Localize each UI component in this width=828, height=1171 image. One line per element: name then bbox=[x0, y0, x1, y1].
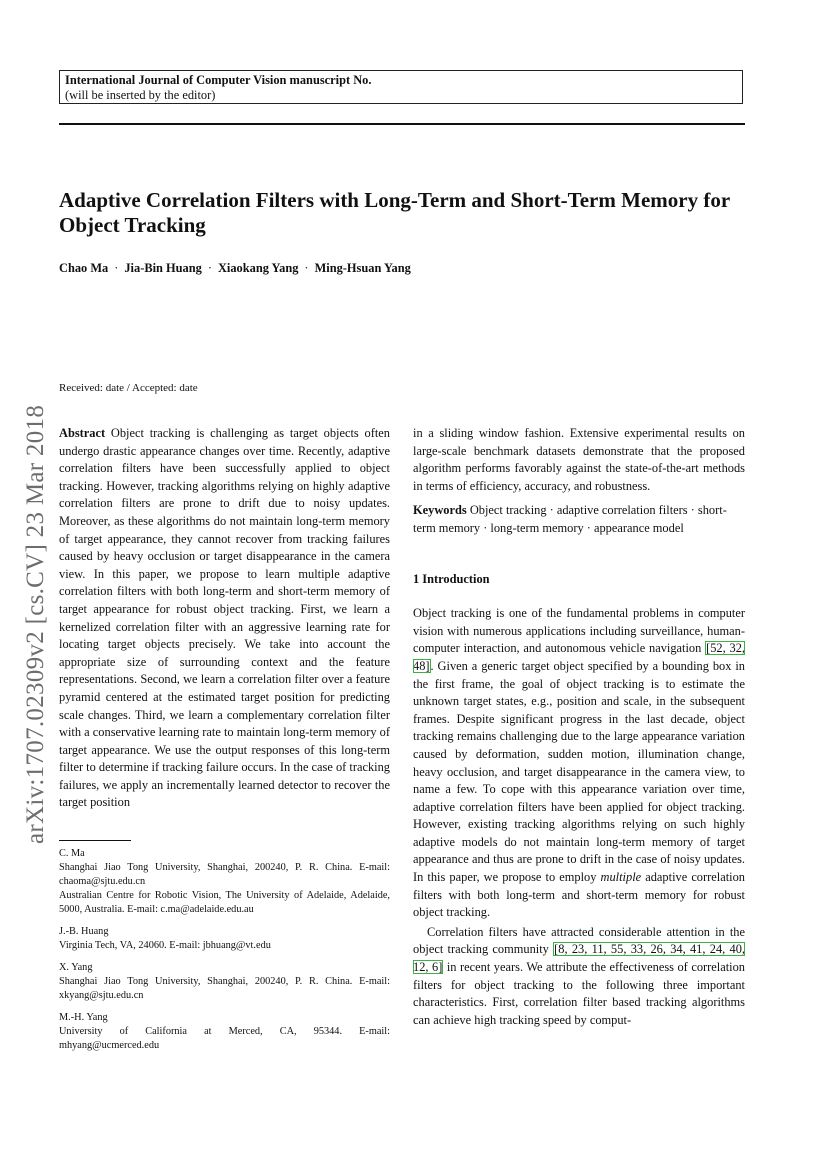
author-name: Ming-Hsuan Yang bbox=[314, 261, 411, 275]
author-name: Jia-Bin Huang bbox=[124, 261, 202, 275]
author-name: Xiaokang Yang bbox=[217, 261, 299, 275]
abstract-text: Object tracking is challenging as target objects often undergo drastic appearance changes over time. Recently, adaptive correlation filters have been successfully applied to object tracking. However, tracking algorithms relying on highly adaptive correlation filters are prone to drift due to noisy updates. Moreover, as these algorithms do not maintain long-term memory of target appearance, they cannot recover from tracking failures caused by heavy occlusion or target disappearance in the camera view. In this paper, we propose to learn multiple adaptive correlation filters with both long-term and short-term memory of target appearance for robust object tracking. First, we learn a kernelized correlation filter with an aggressive learning rate for locating target objects precisely. We take into account the appropriate size of surrounding context and the feature representations. Second, we learn a correlation filter over a feature pyramid centered at the estimated target position for predicting scale changes. Third, we learn a complementary correlation filter with a conservative learning rate to maintain long-term memory of target appearance. We use the output responses of this long-term filter to determine if tracking failure occurs. In the case of tracking failures, we apply an incrementally learned detector to recover the target position bbox=[59, 426, 390, 810]
intro-paragraph-2 bbox=[413, 924, 745, 1030]
author-list bbox=[59, 261, 749, 276]
affiliation-block bbox=[59, 925, 390, 953]
intro-text: Object tracking is one of the fundamental problems in computer vision with numerous applications including surveillance, human-computer interaction, and autonomous vehicle navigation bbox=[413, 606, 745, 656]
abstract-label: Abstract bbox=[59, 426, 106, 440]
footnote-rule bbox=[59, 840, 131, 841]
journal-name: International Journal of Computer Vision manuscript No. bbox=[65, 73, 372, 87]
citation-link[interactable]: [8, 23, 11, 55, 33, 26, 34, 41, 24, 40, 12, 6] bbox=[413, 942, 746, 975]
keywords-label: Keywords bbox=[413, 503, 467, 518]
keywords-text: Object tracking · adaptive correlation filters · short-term memory · long-term memory · appearance model bbox=[413, 503, 727, 535]
affiliation-address: University of California at Merced, CA, 95344. E-mail: mhyang@ucmerced.edu bbox=[59, 1026, 390, 1051]
abstract-continuation: in a sliding window fashion. Extensive experimental results on large-scale benchmark datasets demonstrate that the proposed algorithm performs favorably against the state-of-the-art methods in terms of efficiency, accuracy, and robustness. bbox=[413, 426, 745, 493]
right-column bbox=[413, 425, 745, 1029]
intro-text: in recent years. We attribute the effectiveness of correlation filters for object tracking to the following three important characteristics. First, correlation filter based tracking algorithms can achieve high tracking speed by comput- bbox=[413, 960, 745, 1027]
affiliation-block bbox=[59, 961, 390, 1003]
header-rule bbox=[59, 123, 745, 125]
affiliation-address: Shanghai Jiao Tong University, Shanghai, 200240, P. R. China. E-mail: chaoma@sjtu.edu.cn bbox=[59, 862, 390, 887]
paper-title: Adaptive Correlation Filters with Long-Term and Short-Term Memory for Object Tracking bbox=[59, 188, 730, 237]
affiliations bbox=[59, 847, 390, 1061]
abstract bbox=[59, 425, 390, 812]
journal-header-box bbox=[59, 70, 743, 104]
citation-link[interactable]: [52, 32, 48] bbox=[413, 641, 745, 673]
affiliation-block bbox=[59, 1011, 390, 1053]
affiliation-block bbox=[59, 847, 390, 889]
author-name: Chao Ma bbox=[59, 261, 109, 275]
affiliation-address: Shanghai Jiao Tong University, Shanghai, 200240, P. R. China. E-mail: xkyang@sjtu.edu.cn bbox=[59, 976, 390, 1001]
keywords bbox=[413, 502, 745, 537]
intro-paragraph-1 bbox=[413, 605, 745, 922]
affiliation-name: C. Ma bbox=[59, 848, 85, 859]
author-separator: · bbox=[207, 261, 212, 275]
intro-text: adaptive correlation filters with both long-term and short-term memory for robust object tracking. bbox=[413, 870, 745, 920]
left-column bbox=[59, 425, 390, 812]
affiliation-address: Australian Centre for Robotic Vision, The University of Adelaide, Adelaide, 5000, Australia. E-mail: c.ma@adelaide.edu.au bbox=[59, 890, 390, 915]
affiliation-name: X. Yang bbox=[59, 962, 93, 973]
journal-editor-note: (will be inserted by the editor) bbox=[65, 88, 216, 102]
author-separator: · bbox=[304, 261, 309, 275]
affiliation-block bbox=[59, 889, 390, 917]
intro-text: . Given a generic target object specified by a bounding box in the first frame, the goal of object tracking is to estimate the unknown target states, e.g., position and scale, in the subsequent frames. Despite significant progress in the last decade, object tracking remains challenging due to the large appearance variation caused by deformation, sudden motion, illumination change, heavy occlusion, and target disappearance in the camera view, to name a few. To cope with this appearance variation over time, adaptive correlation filters have been applied for object tracking. However, existing tracking algorithms relying on such highly adaptive models do not maintain long-term memory of target appearance and thus are prone to drift in the case of noisy updates. In this paper, we propose to employ bbox=[413, 658, 745, 885]
intro-text: Correlation filters have attracted considerable attention in the object tracking community bbox=[413, 924, 745, 957]
section-heading: 1 Introduction bbox=[413, 571, 490, 586]
affiliation-name: J.-B. Huang bbox=[59, 926, 109, 937]
author-separator: · bbox=[114, 261, 119, 275]
received-date: Received: date / Accepted: date bbox=[59, 382, 198, 394]
affiliation-name: M.-H. Yang bbox=[59, 1012, 108, 1023]
affiliation-address: Virginia Tech, VA, 24060. E-mail: jbhuang@vt.edu bbox=[59, 940, 271, 951]
intro-emphasis: multiple bbox=[600, 870, 642, 885]
arxiv-identifier: arXiv:1707.02309v2 [cs.CV] 23 Mar 2018 bbox=[22, 404, 49, 844]
